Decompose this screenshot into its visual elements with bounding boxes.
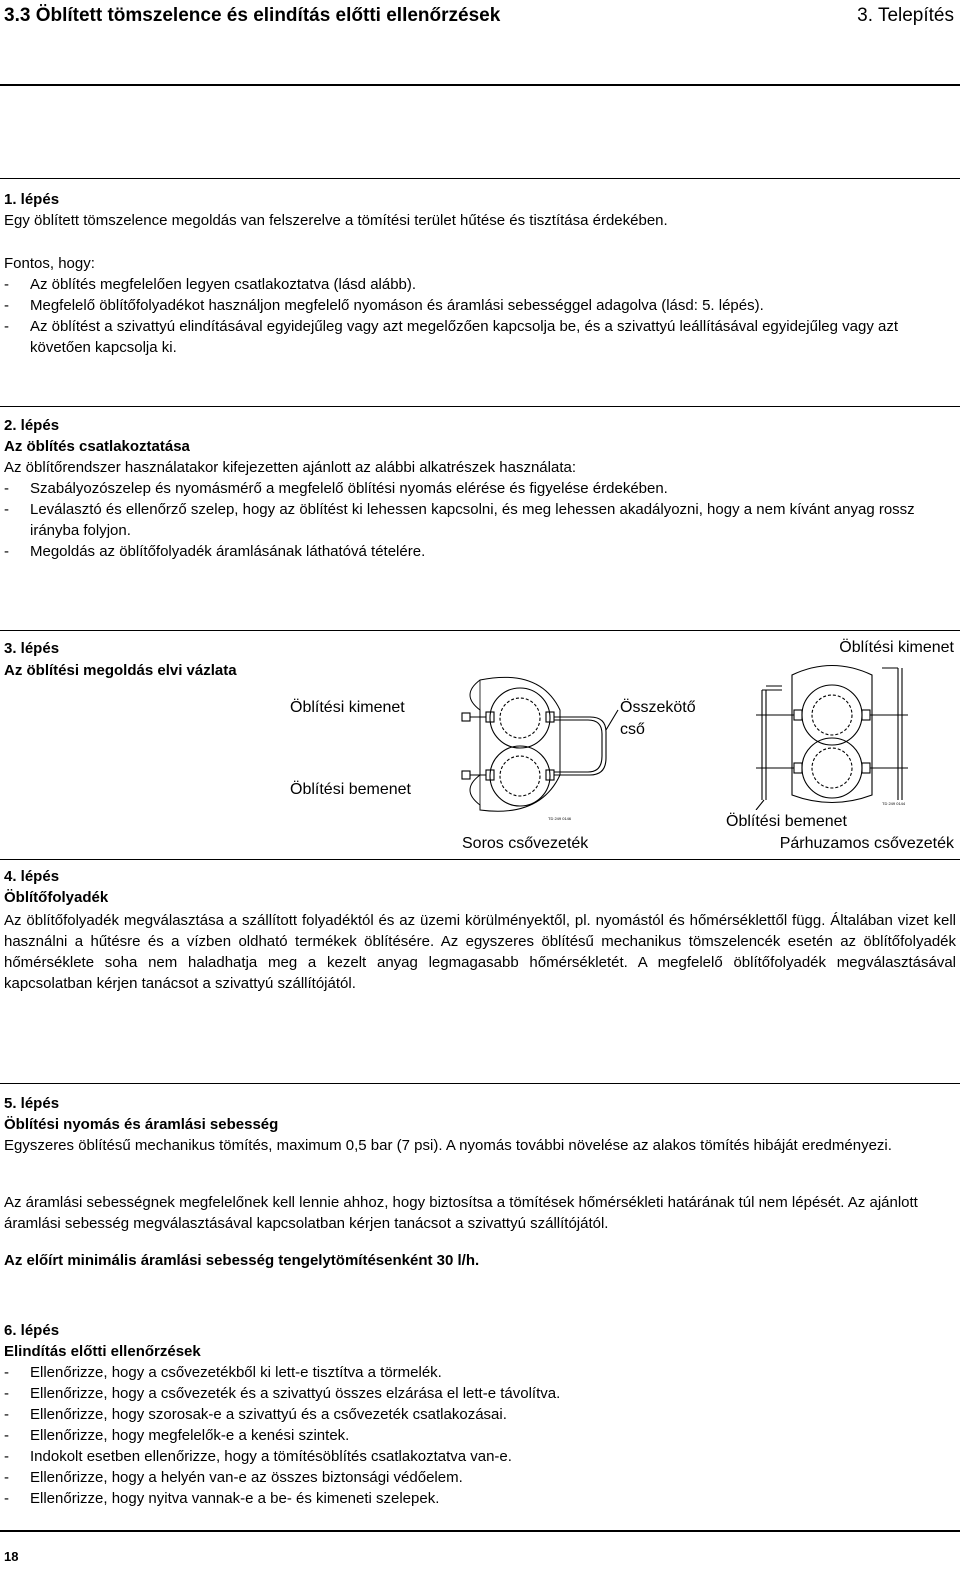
step6-heading: 6. lépés (4, 1322, 60, 1339)
parallel-inlet-label: Öblítési bemenet (726, 813, 847, 830)
list-item: - Megoldás az öblítőfolyadék áramlásának láthatóvá tételére. (4, 543, 426, 560)
step5-rule (0, 1083, 960, 1084)
step2-heading: 2. lépés (4, 417, 60, 434)
step4-subheading: Öblítőfolyadék (4, 889, 109, 906)
step5-subheading: Öblítési nyomás és áramlási sebesség (4, 1116, 279, 1133)
step1-list (4, 274, 956, 358)
list-item: - Az öblítés megfelelően legyen csatlakoztatva (lásd alább). (4, 276, 417, 293)
list-item: - Ellenőrizze, hogy nyitva vannak-e a be- és kimeneti szelepek. (4, 1490, 440, 1507)
parallel-outlet-label: Öblítési kimenet (839, 639, 954, 656)
step2-intro: Az öblítőrendszer használatakor kifejezetten ajánlott az alábbi alkatrészek használata: (4, 459, 576, 476)
list-item: - Indokolt esetben ellenőrizze, hogy a tömítésöblítés csatlakoztatva van-e. (4, 1448, 512, 1465)
list-item: - Leválasztó és ellenőrző szelep, hogy az öblítést ki lehessen kapcsolni, és meg lehessen akadályozni, hogy a nem kívánt anyag rossz irányba folyjon. (4, 501, 915, 539)
step1-heading: 1. lépés (4, 191, 60, 208)
page-header-chapter: 3. Telepítés (857, 5, 954, 26)
series-piping-diagram (420, 670, 620, 830)
list-item: - Ellenőrizze, hogy a helyén van-e az összes biztonsági védőelem. (4, 1469, 463, 1486)
step1-important: Fontos, hogy: (4, 255, 95, 272)
step2-section (4, 415, 956, 562)
parallel-caption: Párhuzamos csővezeték (779, 835, 954, 852)
step4-text: Az öblítőfolyadék megválasztása a szállított folyadéktól és az üzemi körülményektől, pl. nyomástól és hőmérséklettől függ. Általában vizet kell használni a hűtésre és a vízben oldható termékek öblítésére. Az egyszeres öblítésű mechanikus tömszelencék esetén az öblítőfolyadék hőmérséklete soha nem haladhatja meg a kezelt anyag legmagasabb hőmérsékletét. A megfelelő öblítőfolyadék megválasztásával kapcsolatban kérjen tanácsot a szivattyú szállítójától. (4, 912, 956, 992)
step4-heading: 4. lépés (4, 868, 60, 885)
page-number: 18 (4, 1549, 19, 1564)
step1-section (4, 189, 956, 358)
step2-subheading: Az öblítés csatlakoztatása (4, 438, 190, 455)
series-inlet-label: Öblítési bemenet (290, 781, 411, 798)
list-item: - Ellenőrizze, hogy a csővezetékből ki lett-e tisztítva a törmelék. (4, 1364, 442, 1381)
step6-section (4, 1320, 956, 1509)
series-outlet-label: Öblítési kimenet (290, 699, 405, 716)
step2-rule (0, 406, 960, 407)
step4-rule (0, 859, 960, 860)
parallel-piping-diagram (742, 660, 924, 810)
step1-intro: Egy öblített tömszelence megoldás van felszerelve a tömítési terület hűtése és tisztítása érdekében. (4, 212, 668, 229)
series-caption: Soros csővezeték (462, 835, 589, 852)
list-item: - Ellenőrizze, hogy megfelelők-e a kenési szintek. (4, 1427, 350, 1444)
svg-text:TD 249 0146: TD 249 0146 (548, 816, 572, 821)
step5-heading: 5. lépés (4, 1095, 60, 1112)
list-item: - Ellenőrizze, hogy a csővezeték és a szivattyú összes elzárása el lett-e távolítva. (4, 1385, 561, 1402)
svg-text:TD 249 0144: TD 249 0144 (882, 801, 906, 806)
list-item: - Ellenőrizze, hogy szorosak-e a szivattyú és a csővezeték csatlakozásai. (4, 1406, 507, 1423)
connector-label-1: Összekötő (620, 699, 696, 716)
page-header-title: 3.3 Öblített tömszelence és elindítás előtti ellenőrzések (4, 5, 501, 26)
list-item: - Szabályozószelep és nyomásmérő a megfelelő öblítési nyomás elérése és figyelése érdekében. (4, 480, 668, 497)
step5-section (4, 1093, 956, 1271)
list-item: - Megfelelő öblítőfolyadékot használjon megfelelő nyomáson és áramlási sebességgel adagolva (lásd: 5. lépés). (4, 297, 764, 314)
step1-rule (0, 178, 960, 179)
footer-rule (0, 1530, 960, 1532)
step5-paragraph-3: Az előírt minimális áramlási sebesség tengelytömítésenként 30 l/h. (4, 1252, 480, 1269)
step3-subheading: Az öblítési megoldás elvi vázlata (4, 662, 237, 679)
step3-rule (0, 630, 960, 631)
step4-section (4, 866, 956, 994)
connector-label-2: cső (620, 721, 645, 738)
header-rule (0, 84, 960, 86)
step6-subheading: Elindítás előtti ellenőrzések (4, 1343, 201, 1360)
list-item: - Az öblítést a szivattyú elindításával egyidejűleg vagy azt megelőzően kapcsolja be, és a szivattyú leállításával egyidejűleg vagy azt követően kapcsolja ki. (4, 318, 898, 356)
step5-paragraph-2: Az áramlási sebességnek megfelelőnek kell lennie ahhoz, hogy biztosítsa a tömítések hőmérsékleti határának túl nem lépését. Az ajánlott áramlási sebesség megválasztásával kapcsolatban kérjen tanácsot a szivattyú szállítójától. (4, 1194, 918, 1232)
step5-paragraph-1: Egyszeres öblítésű mechanikus tömítés, maximum 0,5 bar (7 psi). A nyomás további növelése az alakos tömítés hibáját eredményezi. (4, 1137, 892, 1154)
step6-list (4, 1362, 956, 1509)
step3-heading: 3. lépés (4, 640, 60, 657)
step2-list (4, 478, 956, 562)
